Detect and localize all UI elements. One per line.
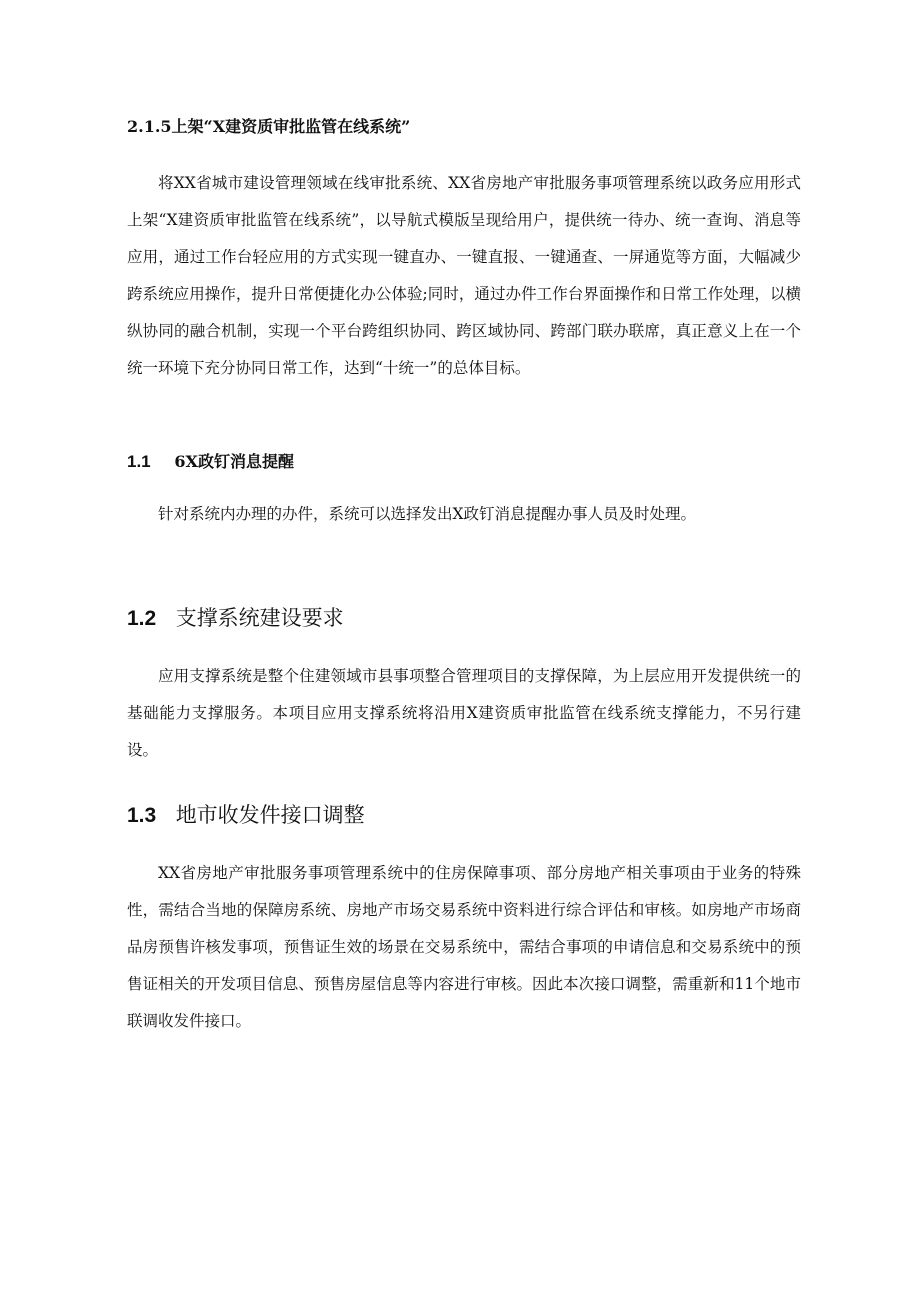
section-1-1-number: 1.1 [127,452,151,471]
section-1-1-heading [127,450,807,474]
section-1-3-number: 1.3 [127,804,157,827]
section-1-3-title: 地市收发件接口调整 [175,803,365,827]
section-1-2-heading [127,603,807,634]
section-1-3-paragraph: XX省房地产审批服务事项管理系统中的住房保障事项、部分房地产相关事项由于业务的特殊性，需结合当地的保障房系统、房地产市场交易系统中资料进行综合评估和审核。如房地产市场商品房预售许核发事项，预售证生效的场景在交易系统中，需结合事项的申请信息和交易系统中的预售证相关的开发项目信息、预售房屋信息等内容进行审核。因此本次接口调整，需重新和11个地市联调收发件接口。 [127,864,801,1030]
section-1-2-title: 支撑系统建设要求 [175,606,344,630]
section-1-2-number: 1.2 [127,607,157,630]
section-1-1-paragraph: 针对系统内办理的办件，系统可以选择发出X政钉消息提醒办事人员及时处理。 [158,505,697,523]
section-1-2-paragraph: 应用支撑系统是整个住建领域市县事项整合管理项目的支撑保障，为上层应用开发提供统一的基础能力支撑服务。本项目应用支撑系统将沿用X建资质审批监管在线系统支撑能力，不另行建设。 [127,667,801,759]
section-1-1-title: 6X政钉消息提醒 [174,452,294,471]
section-1-3-heading [127,800,807,831]
section-2-1-5-paragraph: 将XX省城市建设管理领域在线审批系统、XX省房地产审批服务事项管理系统以政务应用形式上架“X建资质审批监管在线系统”，以导航式模版呈现给用户，提供统一待办、统一查询、消息等应用，通过工作台轻应用的方式实现一键直办、一键直报、一键通查、一屏通览等方面，大幅减少跨系统应用操作，提升日常便捷化办公体验;同时，通过办件工作台界面操作和日常工作处理，以横纵协同的融合机制，实现一个平台跨组织协同、跨区域协同、跨部门联办联席，真正意义上在一个统一环境下充分协同日常工作，达到“十统一”的总体目标。 [127,174,801,377]
section-2-1-5-heading: 2.1.5上架“X建资质审批监管在线系统” [127,117,411,136]
